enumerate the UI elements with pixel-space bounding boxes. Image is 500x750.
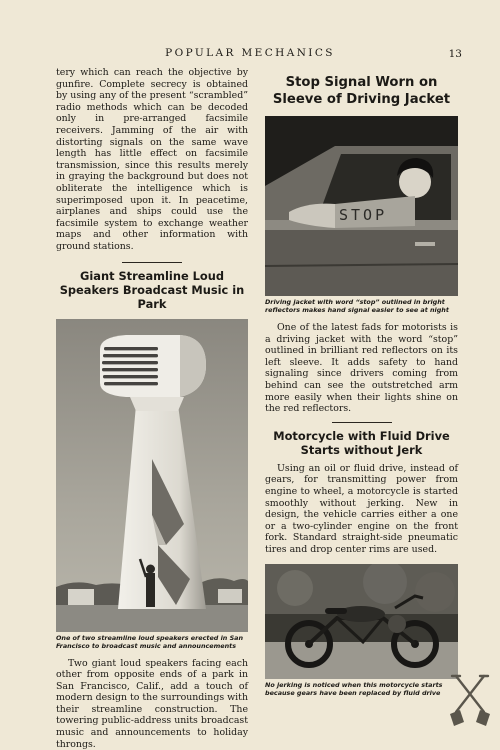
left-column (56, 67, 248, 750)
driving-jacket-photo (265, 116, 458, 296)
motorcycle-caption: No jerking is noticed when this motorcycle starts because gears have been replaced by fluid drive (265, 681, 458, 697)
loud-speaker-illustration (56, 319, 248, 632)
crossed-shovels-icon (450, 672, 490, 730)
running-head: POPULAR MECHANICS (0, 47, 500, 63)
stop-signal-article-text: One of the latest fads for motorists is a driving jacket with the word “stop” outlined in brilliant red reflectors on its left sleeve. It adds safety to hand signaling since drivers coming from behind can see the outstretched arm more easily when their lights shine on the red reflectors. (265, 322, 458, 415)
motorcycle-illustration (265, 564, 458, 679)
motorcycle-headline: Motorcycle with Fluid Drive Starts without Jerk (265, 429, 458, 457)
page-number: 13 (449, 48, 462, 60)
loud-speaker-photo (56, 319, 248, 632)
section-divider (332, 422, 392, 423)
facsimile-article-continued: tery which can reach the objective by gunfire. Complete secrecy is obtained by using any of the present “scrambled” radio methods which can be decoded only in pre-arranged facsimile receivers. Jamming of the air with distorting signals on the same wave length has little effect on facsimile transmission, since this results merely in graying the background but does not obliterate the intelligence which is superimposed upon it. In peacetime, airplanes and ships could use the facsimile system to exchange weather maps and other information with ground stations. (56, 67, 248, 253)
driving-jacket-illustration (265, 116, 458, 296)
speakers-article-text: Two giant loud speakers facing each other from opposite ends of a park in San Francisco, Calif., add a touch of modern design to the surroundings with their streamline construction. The towering public-address units broadcast music and announcements to holiday throngs. (56, 658, 248, 750)
motorcycle-photo (265, 564, 458, 679)
stop-signal-headline: Stop Signal Worn on Sleeve of Driving Jacket (265, 74, 458, 108)
motorcycle-article-text: Using an oil or fluid drive, instead of gears, for transmitting power from engine to wheel, a motorcycle is started smoothly without jerking. New in design, the vehicle carries either a one or a two-cylinder engine on the front fork. Standard straight-side pneumatic tires and drop center rims are used. (265, 463, 458, 556)
right-column (265, 74, 458, 697)
speakers-headline: Giant Streamline Loud Speakers Broadcast Music in Park (56, 269, 248, 311)
stop-sleeve-text: STOP (339, 206, 387, 224)
section-divider (122, 262, 182, 263)
speakers-caption: One of two streamline loud speakers erected in San Francisco to broadcast music and announcements (56, 634, 248, 650)
stop-signal-caption: Driving jacket with word “stop” outlined in bright reflectors makes hand signal easier to see at night (265, 298, 458, 314)
